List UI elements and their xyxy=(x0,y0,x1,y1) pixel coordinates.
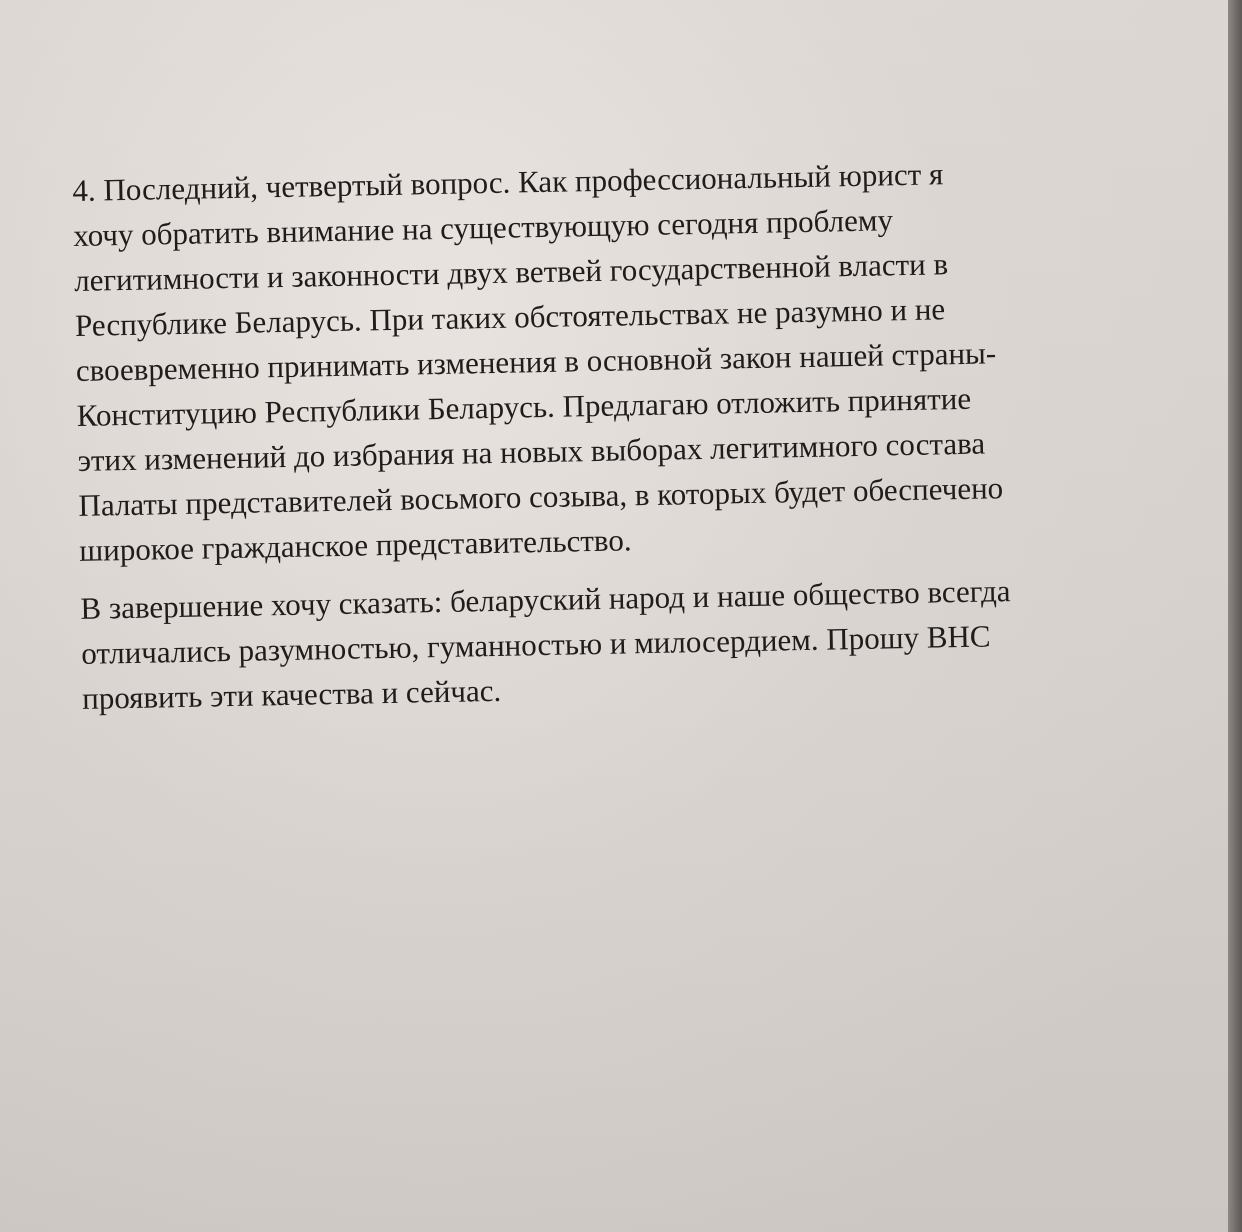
text-line: этих изменений до избрания на новых выборах легитимного состава xyxy=(77,425,986,478)
text-line: легитимности и законности двух ветвей государственной власти в xyxy=(73,246,949,298)
page-edge-shadow xyxy=(1228,0,1242,1232)
text-line: отличались разумностью, гуманностью и милосердием. Прошу ВНС xyxy=(80,618,991,671)
text-line: проявить эти качества и сейчас. xyxy=(81,672,502,716)
text-line: широкое гражданское представительство. xyxy=(79,522,632,568)
text-line: своевременно принимать изменения в основной закон нашей страны- xyxy=(75,335,997,388)
text-line: хочу обратить внимание на существующую сегодня проблему xyxy=(72,202,894,253)
text-line: Палаты представителей восьмого созыва, в которых будет обеспечено xyxy=(78,470,1004,523)
text-line: 4. Последний, четвертый вопрос. Как профессиональный юрист я xyxy=(72,156,944,208)
paragraph-conclusion xyxy=(80,565,1192,721)
text-line: Конституцию Республики Беларусь. Предлагаю отложить принятие xyxy=(76,380,972,433)
text-line: Республике Беларусь. При таких обстоятельствах не разумно и не xyxy=(74,291,946,343)
document-text xyxy=(72,147,1192,721)
text-line: В завершение хочу сказать: беларуский народ и наше общество всегда xyxy=(80,573,1011,626)
paragraph-fourth-question xyxy=(72,147,1190,573)
